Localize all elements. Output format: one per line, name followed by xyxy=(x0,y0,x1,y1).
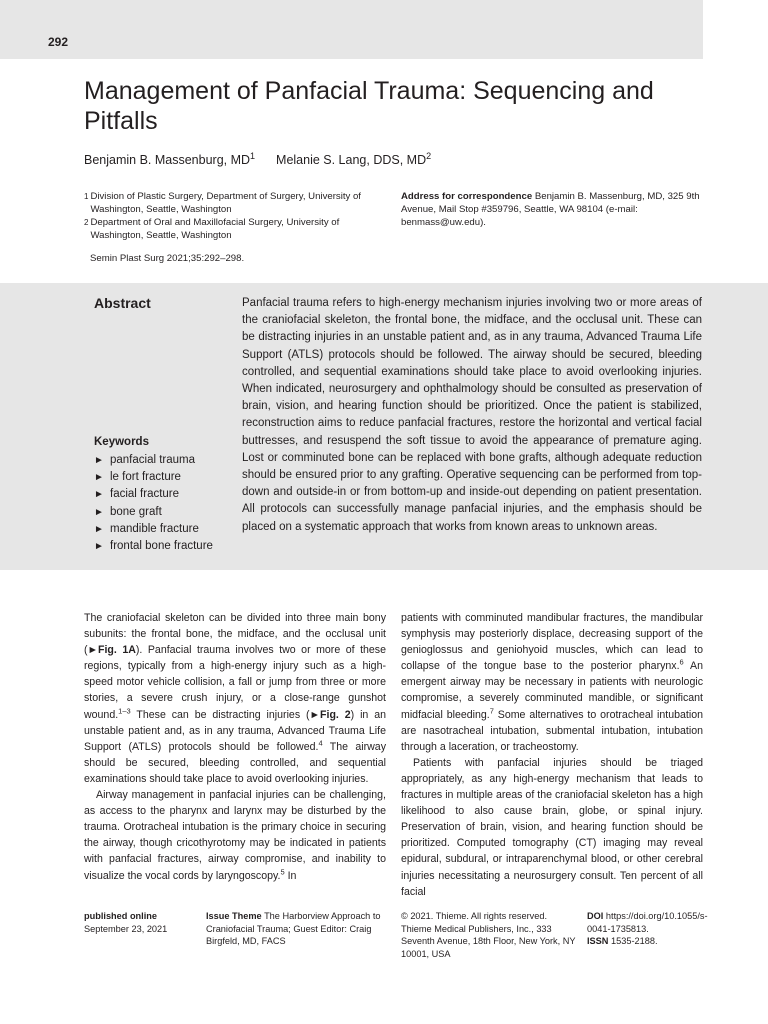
keyword-text: bone graft xyxy=(110,505,162,518)
keyword-text: le fort fracture xyxy=(110,471,181,484)
figure-reference[interactable]: ►Fig. 1A xyxy=(87,644,136,657)
published-date: September 23, 2021 xyxy=(84,923,168,934)
arrow-icon: ► xyxy=(94,523,104,535)
author-affiliation-marker: 1 xyxy=(250,151,256,161)
body-text: ). Panfacial trauma involves two or more of these regions, typically from a high-energy injury such as a high-speed motor vehicle collision, a fall or jump from three or more stories, a severe crush injury, or a close-range gunshot wound. xyxy=(84,644,386,721)
author-name: Melanie S. Lang, DDS, MD xyxy=(276,153,427,168)
keywords-heading: Keywords xyxy=(94,436,149,448)
arrow-icon: ► xyxy=(94,489,104,501)
author-list xyxy=(84,151,431,167)
keyword-item xyxy=(94,486,213,503)
body-text: These can be distracting injuries ( xyxy=(130,708,310,721)
keyword-item xyxy=(94,521,213,538)
abstract-text: Panfacial trauma refers to high-energy mechanism injuries involving two or more areas of the craniofacial skeleton, the frontal bone, the midface, and the occlusal unit. These can be distracting injuries in an unstable patient and, as in any trauma, Advanced Trauma Life Support (ATLS) protocols should be followed. The airway should be secured, bleeding controlled, and sequential examinations should take place to avoid overlooking injuries. When indicated, neurosurgery and ophthalmology should be consulted as preservation of brain, vision, and hearing function should be prioritized. Once the patient is stabilized, reconstruction aims to reduce panfacial fractures, restore the horizontal and vertical facial buttresses, and resuspend the soft tissue to avoid the appearance of premature aging. Lost or comminuted bone can be replaced with bone grafts, although adequate reduction should be ensured prior to any grafting. Operative sequencing can be performed from top-down and outside-in or from bottom-up and inside-out depending on patient presentation. All protocols can successfully manage panfacial injuries, and the emphasis should be placed on a systematic approach that works from known areas to unknown areas. xyxy=(242,297,702,533)
body-text: The craniofacial skeleton can be divided into three main bony subunits: the frontal bone, the midface, and the occlusal unit ( xyxy=(84,612,386,657)
affiliation xyxy=(84,190,384,216)
correspondence-label: Address for correspondence xyxy=(401,191,533,202)
body-text: Airway management in panfacial injuries can be challenging, as access to the pharynx and larynx may be disturbed by the trauma. Orotracheal intubation is the primary choice in securing the airway, though cricothyrotomy may be indicated in patients with panfacial fractures, airway compromise, and inability to visualize the vocal cords by laryngoscopy. xyxy=(84,789,386,882)
arrow-icon: ► xyxy=(94,472,104,484)
page-number: 292 xyxy=(48,35,69,49)
issn-label: ISSN xyxy=(587,936,609,947)
body-text: An emergent airway may be necessary in patients with neurologic compromise, a severely comminuted mandible, or significant midfacial bleeding. xyxy=(401,660,703,721)
correspondence xyxy=(401,190,711,229)
keyword-text: facial fracture xyxy=(110,488,180,501)
body-paragraph xyxy=(401,755,703,900)
footer-doi xyxy=(587,910,717,948)
keyword-item xyxy=(94,538,213,555)
doi-label: DOI xyxy=(587,911,604,921)
abstract-heading: Abstract xyxy=(94,295,151,311)
footer-copyright: © 2021. Thieme. All rights reserved. Thieme Medical Publishers, Inc., 333 Seventh Avenue, 18th Floor, New York, NY 10001, USA xyxy=(401,911,576,959)
keyword-item xyxy=(94,452,213,469)
affiliation-marker: 2 xyxy=(84,218,89,227)
author-name: Benjamin B. Massenburg, MD xyxy=(84,153,251,168)
body-paragraph xyxy=(84,610,386,787)
figure-reference[interactable]: ►Fig. 2 xyxy=(309,708,351,721)
arrow-icon: ► xyxy=(94,455,104,466)
reference-marker[interactable]: 5 xyxy=(280,866,285,876)
issue-text: The Harborview Approach to Craniofacial Trauma; Guest Editor: Craig Birgfeld, MD, FACS xyxy=(206,911,381,947)
keyword-text: panfacial trauma xyxy=(110,454,196,466)
author-affiliation-marker: 2 xyxy=(426,151,432,161)
affiliations xyxy=(84,190,384,242)
body-text: The airway should be secured, bleeding controlled, and sequential examinations should take place to avoid overlooking injuries. xyxy=(84,740,386,785)
body-column-left xyxy=(84,610,386,884)
keywords-list xyxy=(94,452,213,555)
arrow-icon: ► xyxy=(94,506,104,518)
body-text: Patients with panfacial injuries should be triaged appropriately, as any high-energy mechanism that leads to fractures in multiple areas of the craniofacial skeleton has a high likelihood to also cause brain, globe, or spinal injury. Preservation of brain, vision, and hearing function should be prioritized. Computed tomography (CT) imaging may reveal epidural, subdural, or intraparenchymal blood, or other cerebral injuries necessitating a neurosurgery consult. Ten percent of all facial xyxy=(401,756,703,898)
article-title: Management of Panfacial Trauma: Sequencing and Pitfalls xyxy=(84,77,654,135)
header-band xyxy=(0,0,703,59)
affiliation-text: Department of Oral and Maxillofacial Surgery, University of Washington, Seattle, Washington xyxy=(90,217,340,241)
reference-marker[interactable]: 4 xyxy=(318,738,323,748)
footer-issue xyxy=(206,910,390,948)
body-text: ) in an unstable patient and, as in any trauma, Advanced Trauma Life Support (ATLS) protocols should be followed. xyxy=(84,708,386,753)
issue-label: Issue Theme xyxy=(206,911,262,921)
affiliation-text: Division of Plastic Surgery, Department of Surgery, University of Washington, Seattle, Washington xyxy=(90,191,361,215)
published-label: published online xyxy=(84,911,157,921)
keyword-item xyxy=(94,469,213,486)
body-paragraph xyxy=(401,610,703,755)
citation: Semin Plast Surg 2021;35:292–298. xyxy=(90,253,245,264)
body-paragraph xyxy=(84,787,386,884)
keyword-text: frontal bone fracture xyxy=(110,540,213,553)
reference-marker[interactable]: 6 xyxy=(679,657,684,667)
footer-published xyxy=(84,910,194,935)
issn-text: 1535-2188. xyxy=(611,936,658,947)
body-text: patients with comminuted mandibular fractures, the mandibular symphysis may posteriorly displace, decreasing support of the genioglossus and geniohyoid muscles, which can lead to collapse of the tongue base to the posterior pharynx. xyxy=(401,612,703,673)
reference-marker[interactable]: 1–3 xyxy=(118,706,131,716)
body-text: In xyxy=(284,869,297,882)
correspondence-text: Benjamin B. Massenburg, MD, 325 9th Avenue, Mail Stop #359796, Seattle, WA 98104 (e-mail: benmass@uw.edu). xyxy=(401,191,700,228)
arrow-icon: ► xyxy=(94,541,104,553)
keyword-item xyxy=(94,504,213,521)
affiliation-marker: 1 xyxy=(84,192,89,201)
keyword-text: mandible fracture xyxy=(110,522,199,535)
body-text: Some alternatives to orotracheal intubation are nasotracheal intubation, submental intubation, intubation through a laceration, or tracheostomy. xyxy=(401,708,703,753)
reference-marker[interactable]: 7 xyxy=(489,706,494,716)
doi-link[interactable]: https://doi.org/10.1055/s-0041-1735813. xyxy=(587,911,708,934)
affiliation xyxy=(84,216,384,242)
body-column-right xyxy=(401,610,703,900)
